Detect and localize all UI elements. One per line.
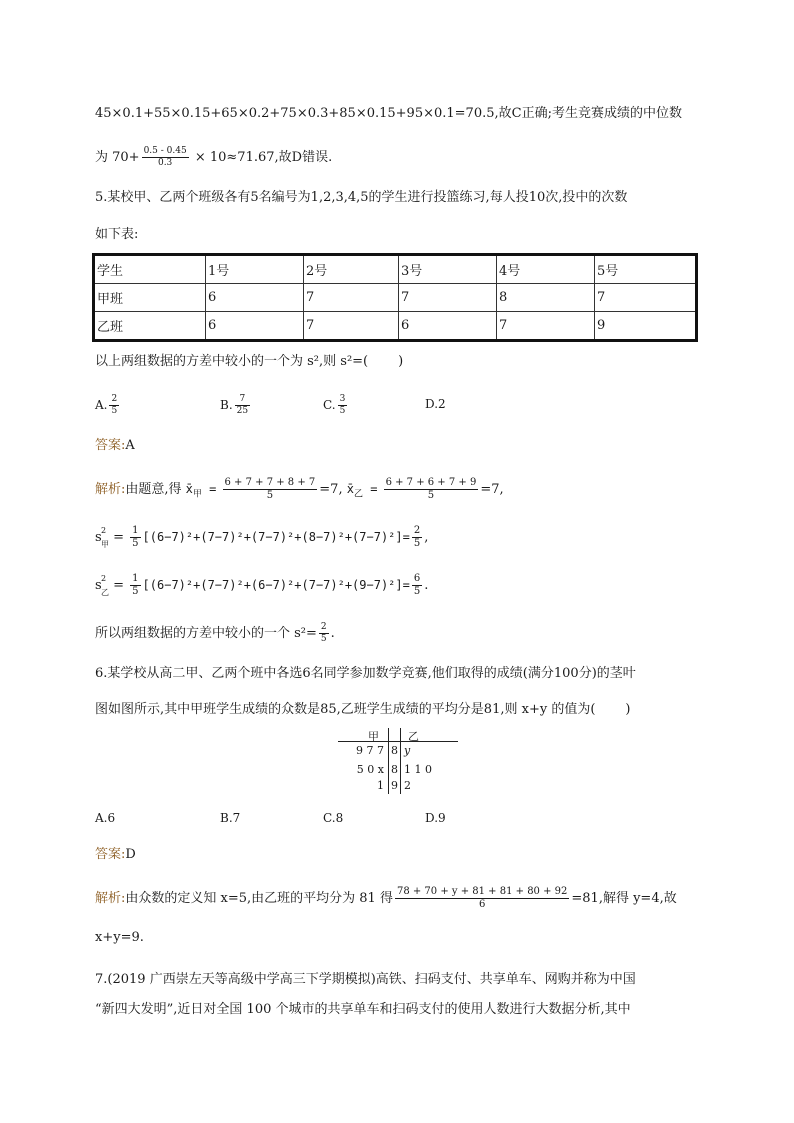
- q5-variance-jia: s 2 甲 = $\frac{1}{5}$ [(6−7)²+(7−7)²+(7−7)²+(8−7)²+(7−7)²]= $\frac{2}{5}$ ,: [95, 525, 429, 549]
- median-suffix: × 10≈71.67,故D错误.: [190, 150, 333, 165]
- table-cell: 7: [399, 284, 497, 312]
- plot-leaf-left: 5 0 x: [356, 763, 384, 776]
- table-cell: 6: [206, 284, 304, 312]
- table-cell: 7: [304, 312, 399, 341]
- q5-stem-line-1: 5.某校甲、乙两个班级各有5名编号为1,2,3,4,5的学生进行投篮练习,每人投10次,投中的次数: [95, 190, 628, 205]
- table-cell: 甲班: [94, 284, 206, 312]
- mean-yi-fraction: $\frac{6 + 7 + 6 + 7 + 9}{5}$: [385, 477, 477, 501]
- q5-option-c: C. $\frac{3}{5}$: [323, 394, 346, 416]
- plot-stem: 8: [391, 744, 398, 757]
- q5-conclusion: 所以两组数据的方差中较小的一个 s²= $\frac{2}{5}$ .: [95, 622, 335, 644]
- table-row: [94, 284, 697, 312]
- q5-option-d: D.2: [425, 397, 446, 411]
- q6-option-c: C.8: [323, 811, 344, 825]
- q6-mean-fraction: $\frac{78 + 70 + y + 81 + 81 + 80 + 92}{6}$: [396, 886, 568, 910]
- stem-leaf-plot: [338, 728, 460, 794]
- table-cell: 乙班: [94, 312, 206, 341]
- plot-head-jia: 甲: [368, 730, 379, 743]
- plot-right-divider: [400, 728, 401, 794]
- q5-option-b: B. $\frac{7}{25}$: [220, 394, 249, 416]
- score-table: [92, 253, 698, 342]
- plot-head-yi: 乙: [408, 730, 419, 743]
- solution-line-1: 45×0.1+55×0.15+65×0.2+75×0.3+85×0.15+95×0.1=70.5,故C正确;考生竞赛成绩的中位数: [95, 106, 682, 121]
- mean-jia-symbol: $x̄_甲$ =: [185, 482, 217, 500]
- mean-jia-fraction: $\frac{6 + 7 + 7 + 8 + 7}{5}$: [224, 477, 316, 501]
- table-row: [94, 312, 697, 341]
- q6-stem-line-2: 图如图所示,其中甲班学生成绩的众数是85,乙班学生成绩的平均分是81,则 x+y 的值为( ): [95, 702, 631, 717]
- plot-leaf-right: 1 1 0: [404, 763, 432, 776]
- table-cell: 7: [304, 284, 399, 312]
- plot-left-divider: [388, 728, 389, 794]
- q6-option-d: D.9: [425, 811, 446, 825]
- plot-leaf-left: 1: [377, 779, 384, 792]
- plot-leaf-right: 2: [404, 779, 411, 792]
- q6-analysis-line-2: x+y=9.: [95, 930, 144, 945]
- plot-stem: 9: [391, 779, 398, 792]
- table-header-cell: 2号: [304, 255, 399, 284]
- median-prefix: 为 70+: [95, 150, 140, 165]
- q6-analysis: 解析:由众数的定义知 x=5,由乙班的平均分为 81 得 $\frac{78 + 70 + y + 81 + 81 + 80 + 92}{6}$ =81,解得 y=4,故: [95, 886, 677, 910]
- plot-stem: 8: [391, 763, 398, 776]
- table-header-cell: 5号: [595, 255, 697, 284]
- q6-option-a: A.6: [95, 811, 116, 825]
- q6-answer: 答案:D: [95, 847, 136, 862]
- q5-question: 以上两组数据的方差中较小的一个为 s²,则 s²=( ): [95, 354, 404, 369]
- table-cell: 6: [206, 312, 304, 341]
- table-cell: 6: [399, 312, 497, 341]
- plot-leaf-left: 9 7 7: [356, 744, 384, 757]
- table-header-cell: 4号: [497, 255, 595, 284]
- table-header-cell: 1号: [206, 255, 304, 284]
- table-cell: 7: [595, 284, 697, 312]
- q5-analysis-means: 解析:由题意,得 $x̄_甲$ = $\frac{6 + 7 + 7 + 8 + 7}{5}$ =7, $x̄_乙$ = $\frac{6 + 7 + 6 + 7 + 9}{5}$ =7,: [95, 477, 504, 501]
- table-cell: 9: [595, 312, 697, 341]
- q5-answer: 答案:A: [95, 438, 135, 453]
- table-header-cell: 学生: [94, 255, 206, 284]
- table-cell: 8: [497, 284, 595, 312]
- q5-option-a: A. $\frac{2}{5}$: [95, 394, 118, 416]
- plot-header-line: [338, 741, 458, 742]
- q7-stem-line-2: “新四大发明”,近日对全国 100 个城市的共享单车和扫码支付的使用人数进行大数据分析,其中: [95, 1002, 631, 1017]
- q5-stem-line-2: 如下表:: [95, 227, 139, 242]
- q5-variance-yi: s 2 乙 = $\frac{1}{5}$ [(6−7)²+(7−7)²+(6−7)²+(7−7)²+(9−7)²]= $\frac{6}{5}$ .: [95, 573, 429, 597]
- solution-line-2: [95, 146, 332, 169]
- plot-leaf-right: y: [404, 744, 411, 757]
- mean-yi-symbol: $x̄_乙$ =: [346, 482, 378, 500]
- median-fraction: $\frac{0.5 - 0.45}{0.3}$: [143, 146, 187, 168]
- q6-option-b: B.7: [220, 811, 241, 825]
- q6-stem-line-1: 6.某学校从高二甲、乙两个班中各选6名同学参加数学竞赛,他们取得的成绩(满分100分)的茎叶: [95, 666, 636, 681]
- table-header-row: [94, 255, 697, 284]
- q7-stem-line-1: 7.(2019 广西崇左天等高级中学高三下学期模拟)高铁、扫码支付、共享单车、网购并称为中国: [95, 972, 636, 987]
- table-cell: 7: [497, 312, 595, 341]
- table-header-cell: 3号: [399, 255, 497, 284]
